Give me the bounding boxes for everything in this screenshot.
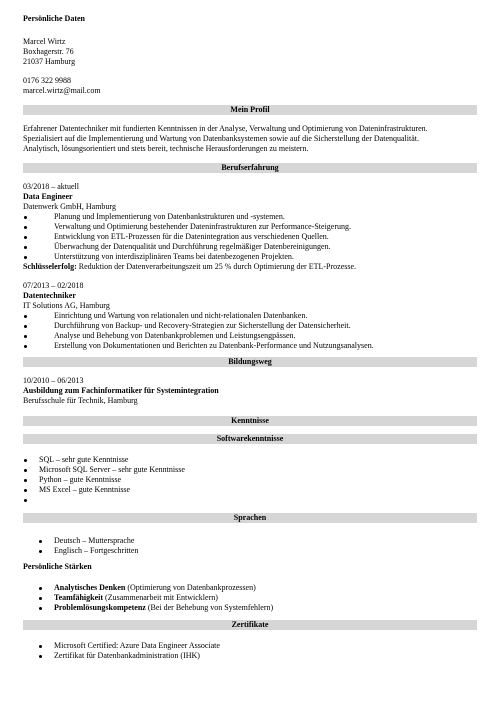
bullet-icon	[24, 469, 27, 472]
strength-item-1	[54, 583, 256, 593]
job-2-bullet-4: Erstellung von Dokumentationen und Berichten zu Datenbank-Performance und Nutzungsanalysen.	[54, 341, 374, 350]
bullet-icon	[24, 335, 27, 338]
bullet-icon	[24, 226, 27, 229]
job-1-bullet-2: Verwaltung und Optimierung bestehender Dateninfrastrukturen zur Performance-Steigerung.	[54, 222, 352, 231]
bullet-icon	[24, 216, 27, 219]
person-street: Boxhagerstr. 76	[23, 47, 74, 56]
bullet-icon	[24, 345, 27, 348]
bullet-icon	[24, 325, 27, 328]
job-1-success	[23, 262, 356, 272]
strength-item-1-bold: Analytisches Denken	[54, 583, 126, 592]
bullet-icon	[24, 246, 27, 249]
strength-item-1-text: (Optimierung von Datenbankprozessen)	[125, 583, 256, 592]
person-name: Marcel Wirtz	[23, 37, 66, 46]
strength-item-3-text: (Bei der Behebung von Systemfehlern)	[145, 603, 274, 612]
bullet-icon	[24, 459, 27, 462]
job-1-success-label: Schlüsselerfolg:	[23, 262, 77, 271]
bullet-icon	[39, 550, 42, 553]
certificate-item-1: Microsoft Certified: Azure Data Engineer Associate	[54, 641, 220, 650]
software-item-1: SQL – sehr gute Kenntnisse	[39, 455, 129, 464]
software-heading: Softwarekenntnisse	[23, 434, 477, 444]
job-1-bullet-4: Überwachung der Datenqualität und Durchführung regelmäßiger Datenbereinigungen.	[54, 242, 331, 251]
bullet-icon	[24, 236, 27, 239]
experience-heading: Berufserfahrung	[23, 163, 477, 173]
person-phone: 0176 322 9988	[23, 76, 71, 85]
language-item-1: Deutsch – Muttersprache	[54, 536, 135, 545]
bullet-icon	[24, 499, 27, 502]
bullet-icon	[39, 655, 42, 658]
job-2-bullet-3: Analyse und Behebung von Datenbankproblemen und Leistungsengpässen.	[54, 331, 296, 340]
software-item-2: Microsoft SQL Server – sehr gute Kenntnisse	[39, 465, 185, 474]
job-2-title: Datentechniker	[23, 291, 76, 300]
software-item-3: Python – gute Kenntnisse	[39, 475, 121, 484]
education-heading: Bildungsweg	[23, 357, 477, 367]
strength-item-2	[54, 593, 218, 603]
person-email: marcel.wirtz@mail.com	[23, 86, 101, 95]
job-1-bullet-3: Entwicklung von ETL-Prozessen für die Datenintegration aus verschiedenen Quellen.	[54, 232, 329, 241]
job-1-period: 03/2018 – aktuell	[23, 182, 79, 191]
strength-item-3-bold: Problemlösungskompetenz	[54, 603, 146, 612]
job-1-bullet-1: Planung und Implementierung von Datenbankstrukturen und -systemen.	[54, 212, 285, 221]
skills-heading: Kenntnisse	[23, 416, 477, 426]
bullet-icon	[39, 540, 42, 543]
bullet-icon	[39, 587, 42, 590]
bullet-icon	[39, 607, 42, 610]
certificates-heading: Zertifikate	[23, 620, 477, 630]
profile-heading: Mein Profil	[23, 105, 477, 115]
strengths-heading: Persönliche Stärken	[23, 562, 92, 571]
job-1-title: Data Engineer	[23, 192, 73, 201]
strength-item-2-text: (Zusammenarbeit mit Entwicklern)	[103, 593, 218, 602]
person-city: 21037 Hamburg	[23, 57, 76, 66]
bullet-icon	[24, 256, 27, 259]
strength-item-3	[54, 603, 273, 613]
job-1-bullet-5: Unterstützung von interdisziplinären Teams bei datenbezogenen Projekten.	[54, 252, 294, 261]
job-2-bullet-2: Durchführung von Backup- und Recovery-Strategien zur Sicherstellung der Datensicherheit.	[54, 321, 351, 330]
bullet-icon	[39, 645, 42, 648]
job-2-company: IT Solutions AG, Hamburg	[23, 301, 110, 310]
bullet-icon	[24, 315, 27, 318]
education-period: 10/2010 – 06/2013	[23, 376, 84, 385]
software-item-4: MS Excel – gute Kenntnisse	[39, 485, 131, 494]
personal-heading: Persönliche Daten	[23, 14, 85, 23]
certificate-item-2: Zertifikat für Datenbankadministration (IHK)	[54, 651, 200, 660]
job-1-company: Datenwerk GmbH, Hamburg	[23, 202, 116, 211]
profile-line-3: Analytisch, lösungsorientiert und stets bereit, technische Herausforderungen zu meistern.	[23, 144, 309, 153]
languages-heading: Sprachen	[23, 513, 477, 523]
education-title: Ausbildung zum Fachinformatiker für Systemintegration	[23, 386, 219, 395]
job-1-success-text: Reduktion der Datenverarbeitungszeit um 25 % durch Optimierung der ETL-Prozesse.	[76, 262, 357, 271]
strength-item-2-bold: Teamfähigkeit	[54, 593, 104, 602]
job-2-bullet-1: Einrichtung und Wartung von relationalen und nicht-relationalen Datenbanken.	[54, 311, 308, 320]
job-2-period: 07/2013 – 02/2018	[23, 281, 84, 290]
bullet-icon	[39, 597, 42, 600]
bullet-icon	[24, 479, 27, 482]
profile-line-1: Erfahrener Datentechniker mit fundierten Kenntnissen in der Analyse, Verwaltung und Optimierung von Dateninfrastrukturen.	[23, 124, 428, 133]
profile-line-2: Spezialisiert auf die Implementierung und Wartung von Datenbanksystemen sowie auf die Sicherstellung der Datenqualität.	[23, 134, 419, 143]
bullet-icon	[24, 489, 27, 492]
language-item-2: Englisch – Fortgeschritten	[54, 546, 139, 555]
education-school: Berufsschule für Technik, Hamburg	[23, 396, 138, 405]
